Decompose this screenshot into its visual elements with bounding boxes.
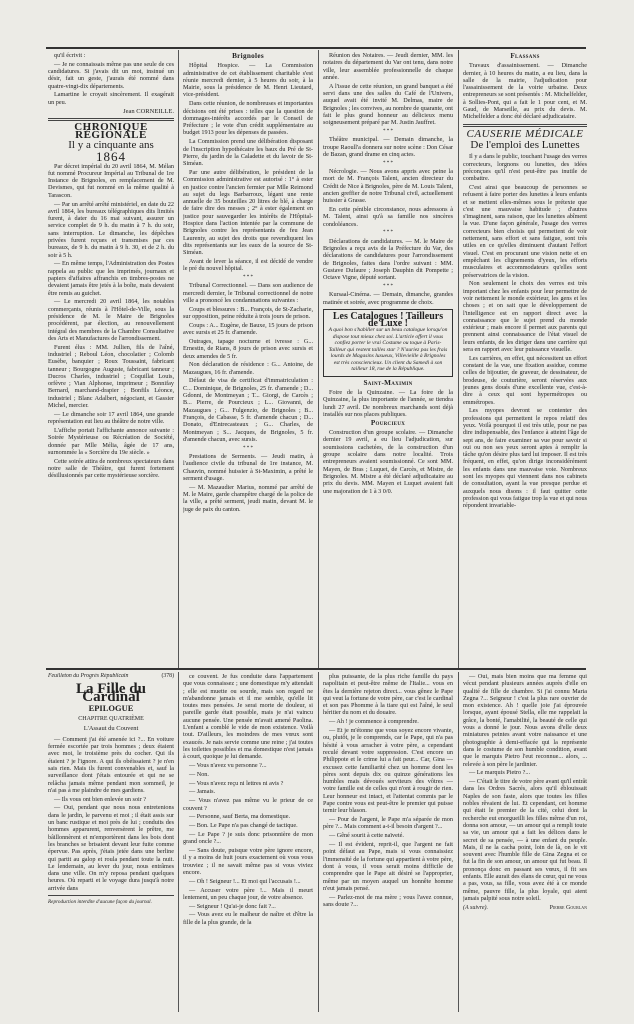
feuilleton-rule [46,668,586,670]
feuilleton-label: Feuilleton du Progrès Républicain [48,673,129,679]
story-paragraph: — Jamais. [189,788,216,796]
article-paragraph: Outrages, tapage nocturne et ivresse : G... Ernestin, de Rians, 8 jours de prison avec sursis et deux amendes de 5 fr. [183,337,313,360]
story-paragraph: — Parlez-moi de ma mère ; vous l'avez connue, sans doute ?... [323,893,453,908]
article-paragraph: — En même temps, l'Administration des Postes rappela au public que les imprimés, journaux et papiers d'affaires affranchis en timbres-postes ne devaient jamais être jetés à la boîte, mais devaient être remis au guichet. [48,260,174,297]
story-paragraph: — Pour de l'argent, le Pape m'a séparée de mon père ?... Mais comment a-t-il besoin d'argent ?... [323,816,453,831]
story-paragraph: — Oui, mais bien moins que ma femme qui vécut pendant plusieurs années auprès d'elle en qualité de fille de chambre. Si j'ai connu Maria Zegna ?... Seigneur ! c'est la plus rare ouvrier de mon existence. Ah ! quelle joie j'ai éprouvée lorsque, ayant épousé Stella, elle me rappelait la grâce, la bonté, l'amabilité, la beauté de celle qui vous a donné le jour. Nous avons d'elle deux miniatures peintes avant votre naissance et une photographie à demi-effacée qui la représente dans le costume de son humble condition, avant que le marquis Pietro l'eut reconnue... alors, ... relevée à son père le jardinier. [463,673,587,768]
intro-signature: Jean CORNEILLE. [123,108,174,116]
story-paragraph: — Et je m'étonne que vous soyez encore vivante, ou, plutôt, je le comprends, car le Pape, qui n'a pas hésité à vous arracher à votre père, a cependant reculé devant votre suppression. C'est encore un Philippote et le crime lui a fait peur... Car, Gina — excusez cette familiarité chez un homme dont les pères sont depuis dix ou quinze générations les humbles mais dévoués serviteurs des vôtres — votre famille est de celles qui n'ont à rougir de rien. Leur honneur est intact, et l'attentat commis par le Pape contre vous est peut-être le premier qui puisse ternir leur blason. [323,727,453,815]
article-paragraph: Tribunal Correctionnel. — Dans son audience de mercredi dernier, le Tribunal correctionnel de notre ville a prononcé les condamnations suivantes : [183,282,313,304]
story-paragraph: — Vous n'avez pas même vu le prieur de ce couvent ? [183,797,313,812]
story-paragraph: — Gêné sourit à cette naïveté. [329,832,404,840]
article-paragraph: Par décret impérial du 20 avril 1864, M. Mélan fut nommé Procureur Impérial au Tribunal de 1re Instance de Brignoles, en remplacement de M. Devismes, qui fut nommé en la même qualité à Tarascon. [48,162,174,199]
article-paragraph: Les myopes devront se contenter des professions qui permettent le repos relatif des yeux. Voilà pourquoi il est très utile, pour ne pas dire indispensable, des l'enfance à atteint l'âge de sept ans, de faire examiner sa vue pour savoir si oui ou non ses yeux seront aptes à remplir la tâche qu'on désire plus tard lui imposer. Il est très fréquent, en effet, qu'on dirige inconsidérément les enfants dans une mauvaise voie. Nombreux sont les myopes qui viennent dans nos cabinets de consultation, ayant la vue presque perdue et auxquels nous disons : il faut quitter cette profession qui vous fatigue trop la vue et qui nous répondent invariable- [463,407,587,510]
article-paragraph: Cette soirée attira de nombreux spectateurs dans notre salle de Théâtre, qui furent fortement désillusionnés par cette mystérieuse sorcière. [48,457,174,480]
article-paragraph: Construction d'un groupe scolaire. — Dimanche dernier 19 avril, a eu lieu l'adjudication, sur soumissions cachetées, de la construction d'un groupe scolaire dans notre localité. Trois entrepreneurs avaient soumissionné. Ce sont MM. Mayen, de Bras ; Luquet, de Carcès, et Mistre, de Brignoles. M. Mistre a été déclaré adjudicataire au prix du devis. MM. Mayen et Luquet avaient fait une majoration de 1 à 3 0/0. [323,429,453,495]
section-heading: Saint-Maximin [363,378,413,387]
article-paragraph: L'affiche portait l'affichante annonce suivante : Soirée Mystérieuse ou Récréation de Société, donnée par Mlle Mélia, âgée de 17 ans, surnommée la « Sorcière du 19e siècle. » [48,426,174,456]
article-paragraph: — Le mercredi 20 avril 1864, les notables commerçants, réunis à l'Hôtel-de-Ville, sous la présidence de M. le Maire de Brignoles procédèrent, par élection, au renouvellement intégral des membres de la Chambre Consultative des Arts et Manufactures de l'arrondissement. [48,298,174,342]
section-heading: Brignoles [232,52,264,60]
story-paragraph: — Ils vous ont bien enlevée un soir ? [54,795,147,803]
story-paragraph: — Bon. Le Pape n'a pas changé de tactique. [189,822,298,830]
article-paragraph: Dans cette réunion, de nombreuses et importantes décisions ont été prises : telles que la question de dommages-intérêts accordés par le Conseil de Préfecture ; le vote d'un crédit supplémentaire au budget 1913 pour les dépenses de passées. [183,100,313,137]
story-paragraph: — Oui, pendant que nous nous entretenions dans le jardin, le parvenu et moi ; il était assis sur un banc rustique et moi près de lui ; conduits des hommes apparurent, renversèrent le prêtre, me bâillonnèrent et m'emportèrent dans les bois dont les branches se brisaient devant leur fuite comme épervue. Pas après, j'étais jetée dans une berline qui partit au galop et roula pendant toute la nuit. Le lendemain, au lever du jour, nous entrâmes dans une ville. On m'y reposa pendant quelques heures. Où reparti et le voyage dura jusqu'à notre arrivée dans [48,804,174,892]
intro-line: qu'il écrivit : [54,52,86,59]
separator-stars: * * * [383,283,393,289]
story-paragraph: — Le marquis Pietro ?... [469,769,531,777]
to-be-continued: (A suivre). [463,905,488,912]
feuilleton-column-4 [463,673,587,1013]
intro-line: Lamartine le croyait sincèrement. Il exagérait un peu. [48,91,174,106]
divider [463,124,587,127]
story-paragraph: — Seigneur ! Qu'ai-je donc fait ?... [189,902,276,910]
story-paragraph: plus puissante, de la plus riche famille du pays napolitain et peut-être même de l'Italie... vous en êtes la dernière rejeton direct... vous gênez le Pape qui veut la fortune de votre père, car c'est le cardinal et son pas Phomme à la tiare qui est l'aîné, le seul héritier du nom et du douaire. [323,673,453,717]
story-paragraph: — Vous n'avez reçu ni lettres ni avis ? [189,779,284,787]
article-paragraph: Prestations de Serments. — Jeudi matin, à l'audience civile du tribunal de 1re instance, M. Chauvin, nommé huissier à St-Maximin, a prêté le serment d'usage. [183,452,313,482]
article-paragraph: Déclarations de candidatures. — M. le Maire de Brignoles a reçu avis de la Préfecture du Var, des déclarations de candidatures pour l'arrondissement de Brignoles, faites dans l'ordre suivant : MM. Gustave Dufaure ; Joseph Dauphin dit Pompette ; Octave Vigne, député sortant. [323,237,453,282]
story-paragraph: — Vous n'avez vu personne ?... [189,762,267,770]
separator-stars: * * * [243,445,253,451]
column-3 [323,52,453,664]
column-divider [178,672,179,1012]
story-paragraph: — Ah ! je commence à comprendre. [329,718,419,726]
feuilleton-header [48,673,174,680]
separator-stars: * * * [243,275,253,281]
article-paragraph: Coups : A... Eugène, de Bauxe, 15 jours de prison avec sursis et 25 fr. d'amende. [183,321,313,337]
separator-stars: * * * [383,128,393,134]
article-paragraph: — Le dimanche soir 17 avril 1864, une grande représentation eut lieu au théâtre de notre ville. [48,410,174,426]
column-divider [178,50,179,670]
tailor-advertisement [323,309,453,377]
separator-stars: * * * [383,230,393,236]
article-paragraph: Il y a dans le public, touchant l'usage des verres correcteurs, lorgnons ou lunettes, des idées préconçues qu'il n'est peut-être pas inutile de combattre. [463,153,587,183]
story-paragraph: — Oh ! Seigneur !... Et moi qui l'accusais !... [189,877,301,885]
story-paragraph: — Vous avez eu le malheur de naître et d'être la fille de la plus grande, de la [183,911,313,926]
article-paragraph: Défaut de visa de certificat d'immatriculation : C... Dominique, de Brignoles, 25 fr. d'amende ; D... Gdonni, de Montmeyan ; T... Giorgi, de Carcès ; B... Pierre, de Pourcieux ; L... Giovanni, de Mazaugues ; G... Fulgenzio, de Brignoles ; B... François, de Cabasse, 5 fr. d'amende chacun ; D... Donato, d'Entrecasteaux ; G... Charles, de Montmeyan ; S... Jacques, de Brignoles, 5 fr. d'amende chacun, avec sursis. [183,377,313,443]
story-paragraph: — Il est évident, reprit-il, que l'argent ne fait point défaut au Pape, mais si vous connaissiez l'immensité de la fortune qui appartient à votre père, dont à vous, il vous serait moins difficile de comprendre que le Pape ait désiré se l'approprier, même par un moyen auquel un honnête homme n'eut jamais pensé. [323,841,453,892]
article-paragraph: Foire de la Quinzaine. — La foire de la Quinzaine, la plus importante de l'année, se tiendra lundi 27 avril. De nombreux marchands sont déjà installés sur nos places publiques. [323,389,453,419]
article-paragraph: Théâtre municipal. — Demain dimanche, la troupe Raoull'a donnera sur notre scène : Don César de Bazan, grand drame en cinq actes. [323,136,453,158]
section-heading: Pourcieux [370,418,406,427]
story-paragraph: — Non. [189,770,209,778]
article-paragraph: La Commission prend une délibération disposant de l'inscription hypothécaire les baux du Pré de St-Pierre, du jardin de la Caladette et du lavoir de St-Siméan. [183,138,313,168]
ad-text: A quoi bon s'habiller sur un beau catalogue lorsqu'on dispose tout mieux chez soi. L'article offert il vous confiez porter le vrai Costume ou toque à Paris-Tailleur qui restent tailles star ? N'auriez pas les frais lourds de Magasins luxueux, Villevieille à Brignoles est très consciencieux. Un client du Samedi à son tailleur 18, rue de la République. [328,327,448,373]
column-divider [318,672,319,1012]
story-paragraph: — Sans doute, puisque votre père ignore encore, il y a moins de huit jours exactement où vous vous trouviez ; il ne savait même pas si vous viviez encore. [183,847,313,876]
article-paragraph: A l'issue de cette réunion, un grand banquet a été servi dans une des salles du Café de l'Univers, auquel avait été invité M. Delmas, maire de Brignoles ; les convives, au nombre de quarante, ont fait le plus grand honneur au délicieux menu soigneusement préparé par M. Justin Jauffret. [323,82,453,127]
chapter-title: L'Assaut du Couvent [83,725,139,733]
article-title: De l'emploi des Lunettes [470,138,580,151]
column-divider [458,672,459,1012]
article-paragraph: Non seulement le choix des verres est très important chez les enfants pour leur permettre de voir nettement le monde extérieur, les gens et les choses ; et on sait que le développement de l'intelligence est en rapport direct avec la connaissance que le sujet prend du monde extérieur ; mais encore il permet aux parents qui prennent ainsi connaissance de l'état visuel de leurs enfants, de les diriger dans une carrière qui sera en rapport avec leur puissance visuelle. [463,280,587,353]
reproduction-notice: Reproduction interdite d'aucune façon du journal. [48,899,152,906]
feuilleton-number: (378) [161,673,174,679]
section-subtitle: Il y a cinquante ans [68,138,154,151]
story-paragraph: — Le Pape ? je suis donc prisonnière de mon grand oncle ?... [183,830,313,846]
section-heading: Flassans [510,52,540,60]
article-paragraph: Réunion des Notaires. — Jeudi dernier, MM. les notaires du département du Var ont tenu, dans notre ville, leur assemblée professionnelle de chaque année. [323,52,453,81]
section-title: CHRONIQUE RÉGIONALE [74,121,148,141]
feuilleton-column-2 [183,673,313,1013]
epilogue-heading: EPILOGUE [88,702,134,713]
article-paragraph: Furent élus : MM. Jullien, fils de l'aîné, industriel ; Reboul Léon, chocolatier ; Colomb Eusèbe, banquier ; Roux Toussaint, fabricant tanneur ; Bourgogne Auguste, fabricant tanneur ; Ducros Charles, industriel ; Coquillat Louis, orfèvre ; Vian Alphonse, imprimeur ; Bonnifay Bernard, marchand-drapier ; Bonfils Léonce, industriel ; Blanc Adalbert, négociant, et Gassier Michel, mercier. [48,343,174,410]
rubric-heading: CAUSERIE MÉDICALE [466,127,584,140]
ad-title: Les Catalogues ! Tailleurs de Luxe ! [332,310,444,330]
top-rule [46,47,586,49]
column-4 [463,52,587,664]
article-paragraph: — Par un arrêté arrêté ministériel, en date du 22 avril 1864, les bureaux télégraphiques dits limités furent, à dater du 16 mai suivant, assurer un service complet de 9 h. du matin à 7 h. du soir, sans interruption. Le dimanche, les dépêches privées furent reçues et transmises par ces bureaux, de 9 h. du matin à 9 h. 30, et de 2 h. du soir à 5 h. [48,200,174,259]
feuilleton-column-3 [323,673,453,1013]
article-paragraph: Hôpital Hospice. — La Commission administrative de cet établissement charitable s'est réunie mercredi dernier, à 5 heures du soir, à la Mairie, sous la présidence de M. Henri Lieutard, vice-président. [183,62,313,99]
story-paragraph: — Accuser votre père !... Mais il meurt lentement, un peu chaque jour, de votre absence. [183,886,313,901]
story-paragraph: — C'était le titre de votre père avant qu'il entrât dans les Ordres Sacrés, alors qu'il éblouissait Naples de son faste, alors que toutes les filles nobles rêvaient de lui. Et cependant, cet homme qui était le premier de la cité, celui dont la recherche eut enorgueilli les filles même d'un roi, donna son amour, — un amour qui a rempli toute sa vie, un amour qui a fait les délices dans le secret de sa pensée, — à une enfant du peuple. Mais, il ne la cacha point, loin de là, on le vit souvent avec l'humble fille de Gina Zegna et ce fut la fin de son amour, un amour qui fut beau. Il prononça donc en passant ses vœux, il fit ses enfants. Elle aurait des élans de cœur, qui ne vous a pas, vous, sa fille, vous avez été à ce monde même, pauvre fille, la plus loyale, qui aient jamais palpité sous notre soleil. [463,778,587,902]
intro-line: — Je ne connaissais même pas une seule de ces candidatures. Si j'avais dit un mot, insinué un désir, fait un geste, j'aurais été nommé dans quatre-vingt-dix départements. [48,60,174,90]
article-paragraph: C'est ainsi que beaucoup de personnes se refusent à faire porter des lunettes à leurs enfants et se mettent elles-mêmes sous le prétexte que c'est une mauvaise habitude ; d'autres s'imaginent, sans raison, que les lunettes abîment la vue. D'une façon générale, l'usage des verres correcteurs bien choisis qui permettent de voir nettement, sans effort et sans fatigue, sont très utiles en ce qu'elles diminuent d'autant l'effort visuel. C'est en procurant une vision nette et en empêchant les clignements d'yeux, les efforts musculaires et accommodateurs qu'elles sont préservatrices de la vision. [463,183,587,279]
article-paragraph: Kursaal-Cinéma. — Demain, dimanche, grandes matinée et soirée, avec programme de choix. [323,291,453,306]
article-paragraph: En cette pénible circonstance, nous adressons à M. Talent, ainsi qu'à sa famille nos sincères condoléances. [323,205,453,228]
feuilleton-column-1 [48,673,174,1013]
column-divider [458,50,459,670]
article-paragraph: Les carrières, en effet, qui nécessitent un effort constant de la vue, une fixation assidue, comme celles de bijoutier, de graveur, de dessinateur, de brodeuse, de couturière, seront réservées aux jeunes gens doués d'une excellente vue, c'est-à-dire à ceux qui sont hypermétropes ou emmétropes. [463,354,587,406]
article-paragraph: Avant de lever la séance, il est décidé de vendre le pré du nouvel hôpital. [183,258,313,273]
column-1 [48,52,174,664]
article-paragraph: Nécrologie. — Nous avons appris avec peine la mort de M. François Talent, ancien directeur du Crédit de Nice à Brignoles, père de M. Louis Talent, ancien greffier de notre Tribunal civil, actuellement huissier à Grasse. [323,167,453,205]
feuilleton-footer [463,905,587,912]
article-paragraph: Coups et blessures : B... François, de St-Zacharie, sur opposition, peine réduite à trois jours de prison. [183,305,313,321]
article-paragraph: Travaux d'assainissement. — Dimanche dernier, à 10 heures du matin, a eu lieu, dans la salle de la mairie, l'adjudication pour l'assainissement de la voirie urbaine. Deux entrepreneurs se sont présentés : M. Michelfelder, à Sollies-Pont, qui a fait le 1 pour cent, et M. Gaud, de Marseille, au prix du devis. M. Michelfelder a donc été déclaré adjudicataire. [463,62,587,121]
story-paragraph: ce couvent. Je fus conduite dans l'appartement que vous connaissez ; une domestique m'y attendait ; elle est muette ou sourde, mais son regard ne m'abandonne jamais et il me semble, qu'elle lit toutes mes pensées. Je serai morte de douleur, si pareille garde était possible, mais je n'ai vaincu aucune pensée. Une pensée m'avait amené Paolina. L'enfant a comblé le vide de mon existence. Voilà tout. D'ailleurs, les moindres de mes vœux sont exaucés. Je nais servie comme une reine ; j'ai toutes les toilettes possibles et ma domestique n'est jamais à court, quoique je lui demande. [183,673,313,761]
article-paragraph: Non déclaration de résidence : G... Antoine, de Mazaugues, 16 fr. d'amende. [183,361,313,376]
article-paragraph: Par une autre délibération, le président de la Commission administrative est autorisé : 1° à ester en justice contre l'ancien fermier par Mlle Reimond au sujet du legs Barbarroux, légant une rente annuelle de 35 bouteilles 20 litres de blé, à charge de faire dire des messes ; 2° à ester également en justice pour sauvegarder les intérêts de l'Hôpital-Hospice dans l'action intentée par la commune de Brignoles contre les représentants de feu Jean Laurenty, au sujet des droits que revendiquent les dits représentants sur les eaux de la source de St-Siméan. [183,168,313,257]
article-paragraph: — M. Mazaudier Marius, nommé par arrêté de M. le Maire, garde champêtre chargé de la police de la ville, a prêté serment, jeudi matin, devant M. le juge de paix du canton. [183,483,313,513]
chapter-heading: CHAPITRE QUATRIÈME [78,716,144,723]
author-name: Pierre Gourlan [549,905,587,912]
story-paragraph: — Personne, sauf Berta, ma domestique. [189,813,291,821]
story-paragraph: — Comment j'ai été amenée ici ?... En voiture fermée escortée par trois hommes ; deux étaient avec moi, le troisième près du cocher. Qui ils étaient ? je l'ignore. A qui ils obéissaient ? je n'en sais rien. Mais ils furent convenables et, sauf la surveillance dont j'étais entourée et qui ne se relâcha jamais même pendant mon sommeil, je n'ai pas à me plaindre de mes gardiens. [48,735,174,794]
separator-stars: * * * [383,160,393,166]
year-heading: 1864 [96,149,126,165]
column-divider [318,50,319,670]
divider [48,895,174,896]
feuilleton-title: La Fille du Cardinal [75,681,146,705]
column-2 [183,52,313,664]
